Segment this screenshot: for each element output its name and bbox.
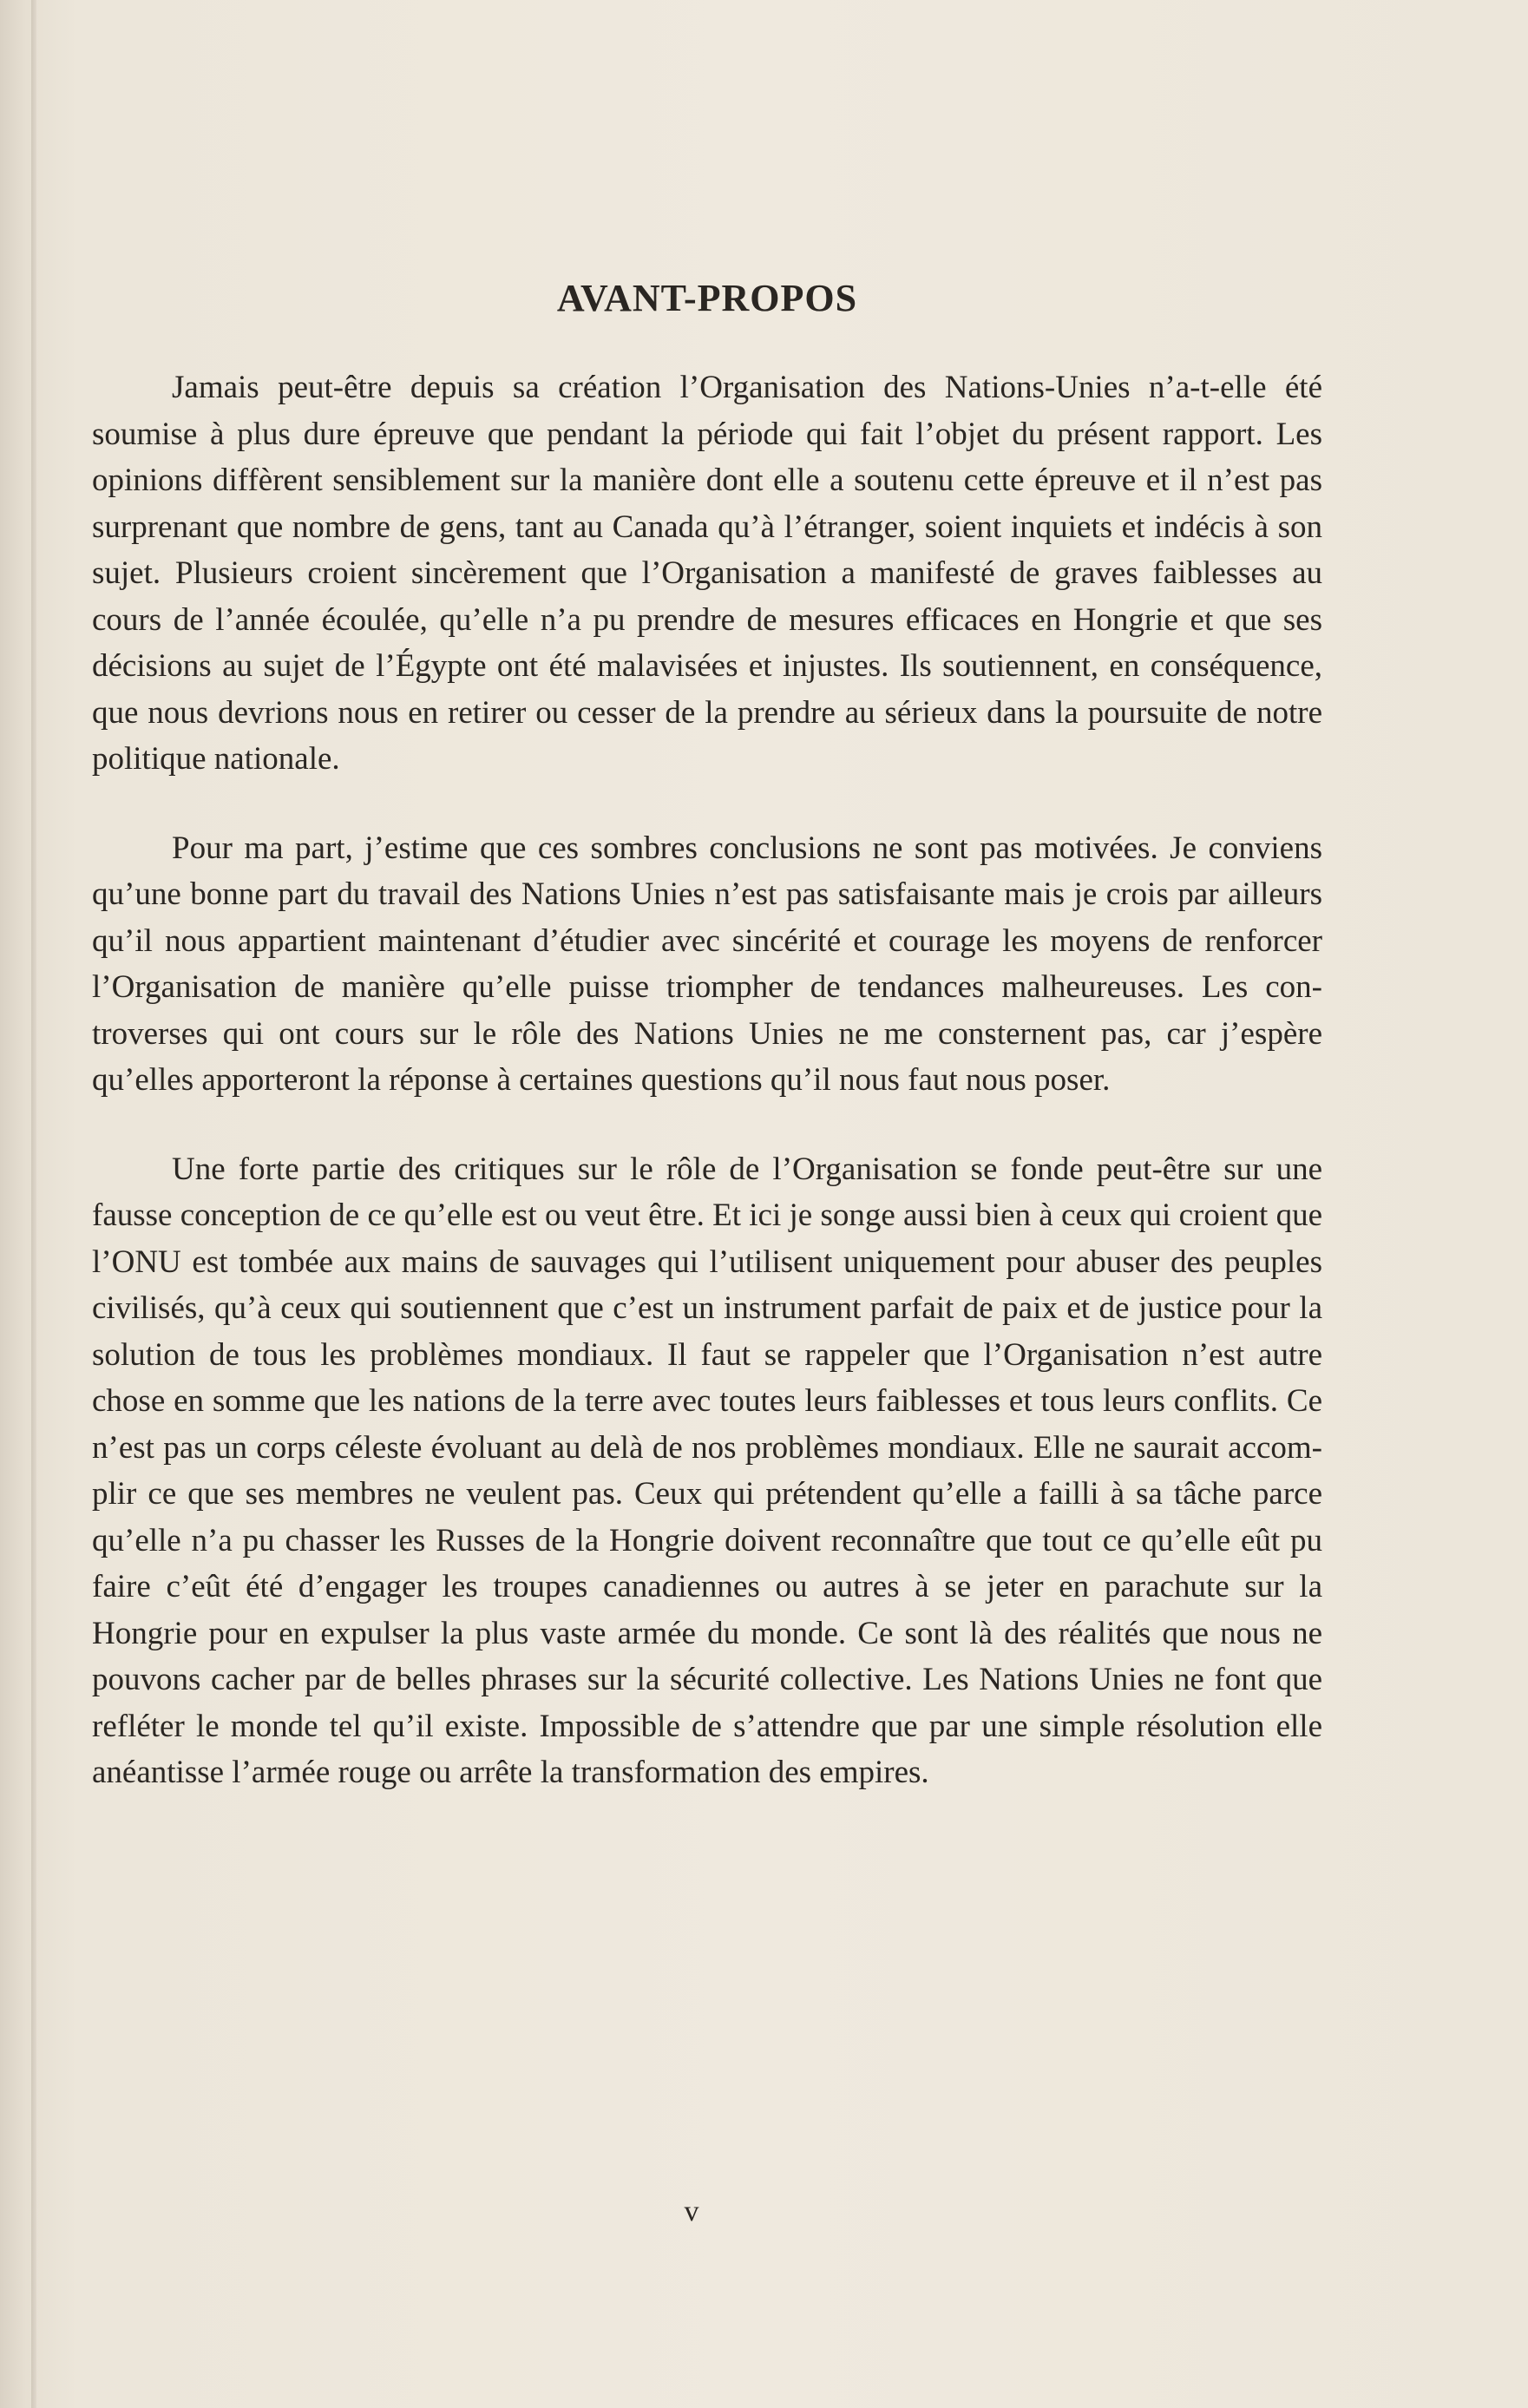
paragraph-2: Pour ma part, j’estime que ces sombres conclusions ne sont pas motivées. Je conviens qu’une bonne part du travail des Nations Unies n’est pas satisfaisante mais je crois par ailleurs qu’il nous appartient maintenant d’étudier avec sincérité et courage les moyens de renforcer l’Organisation de manière qu’elle puisse triompher de tendances malheureuses. Les controverses qui ont cours sur le rôle des Nations Unies ne me consternent pas, car j’espère qu’elles apporteront la réponse à certaines questions qu’il nous faut nous poser.	[92, 830, 1322, 1098]
body-text	[92, 364, 1322, 1839]
paragraph-3: Une forte partie des critiques sur le rôle de l’Organisation se fonde peut-être sur une fausse conception de ce qu’elle est ou veut être. Et ici je songe aussi bien à ceux qui croient que l’ONU est tombée aux mains de sauvages qui l’utilisent uniquement pour abuser des peuples civilisés, qu’à ceux qui soutiennent que c’est un instrument parfait de paix et de justice pour la solution de tous les problèmes mondiaux. Il faut se rappeler que l’Organisation n’est autre chose en somme que les nations de la terre avec toutes leurs faiblesses et tous leurs conflits. Ce n’est pas un corps céleste évoluant au delà de nos problèmes mondiaux. Elle ne saurait accomplir ce que ses membres ne veulent pas. Ceux qui prétendent qu’elle a failli à sa tâche parce qu’elle n’a pu chasser les Russes de la Hongrie doivent reconnaître que tout ce qu’elle eût pu faire c’eût été d’engager les troupes canadiennes ou autres à se jeter en parachute sur la Hongrie pour en expulser la plus vaste armée du monde. Ce sont là des réalités que nous ne pouvons cacher par de belles phrases sur la sécurité collective. Les Nations Unies ne font que refléter le monde tel qu’il existe. Impossible de s’attendre que par une simple résolution elle anéantisse l’armée rouge ou arrête la transformation des empires.	[92, 1151, 1322, 1790]
page-title: AVANT-PROPOS	[556, 277, 858, 319]
binding-edge	[31, 0, 36, 2408]
page-number: v	[684, 2195, 699, 2228]
paragraph-1: Jamais peut-être depuis sa création l’Organisation des Nations-Unies n’a-t-elle été soumise à plus dure épreuve que pendant la période qui fait l’objet du présent rapport. Les opinions diffèrent sensiblement sur la manière dont elle a soutenu cette épreuve et il n’est pas surprenant que nombre de gens, tant au Canada qu’à l’étranger, soient inquiets et indécis à son sujet. Plusieurs croient sincèrement que l’Organisation a manifesté de graves faiblesses au cours de l’année écoulée, qu’elle n’a pu prendre de mesures efficaces en Hongrie et que ses décisions au sujet de l’Égypte ont été malavisées et injustes. Ils soutiennent, en conséquence, que nous devrions nous en retirer ou cesser de la prendre au sérieux dans la poursuite de notre politique nationale.	[92, 370, 1322, 777]
